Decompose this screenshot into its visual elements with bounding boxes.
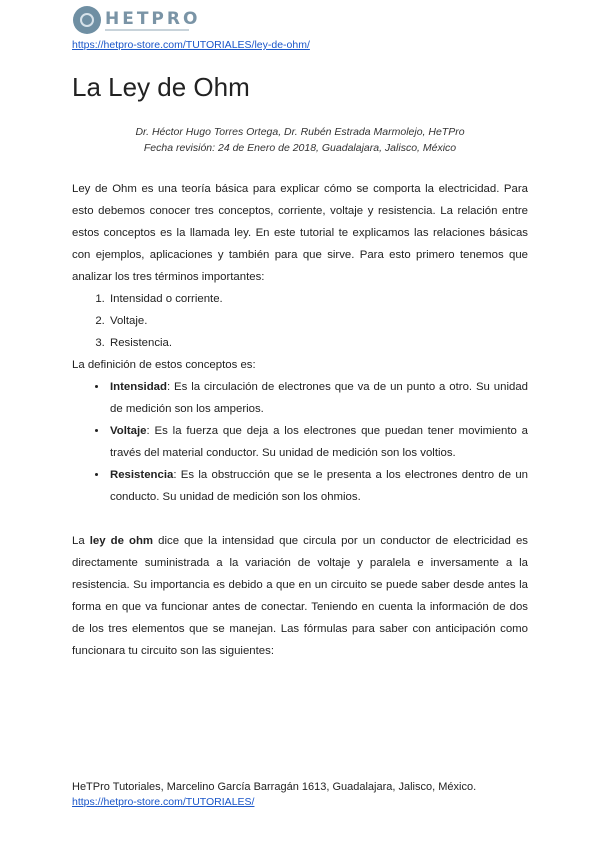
authors-block xyxy=(72,124,528,156)
definition-text: : Es la fuerza que deja a los electrones que puedan tener movimiento a través del material conductor. Su unidad de medición son los voltios. xyxy=(110,425,528,459)
definitions-intro: La definición de estos conceptos es: xyxy=(72,359,256,371)
globe-icon xyxy=(73,6,101,34)
page-footer xyxy=(72,780,476,810)
definition-item xyxy=(108,420,528,464)
term-item: 3. Resistencia. xyxy=(108,332,528,354)
definition-item xyxy=(108,376,528,420)
logo-underline xyxy=(105,29,189,31)
term-item: 1. Intensidad o corriente. xyxy=(108,288,528,310)
ohm-law-paragraph xyxy=(72,530,528,662)
definition-term: Resistencia xyxy=(110,469,174,481)
footer-url-link[interactable]: https://hetpro-store.com/TUTORIALES/ xyxy=(72,796,255,808)
intro-paragraph: Ley de Ohm es una teoría básica para explicar cómo se comporta la electricidad. Para esto debemos conocer tres conceptos, corriente, voltaje y resistencia. La relación entre estos conceptos es la llamada ley. En este tutorial te explicamos las relaciones básicas con ejemplos, aplicaciones y también para que sirve. Para esto primero tenemos que analizar los tres términos importantes: xyxy=(72,183,528,283)
footer-address: HeTPro Tutoriales, Marcelino García Barragán 1613, Guadalajara, Jalisco, México. xyxy=(72,781,477,793)
authors-line: Dr. Héctor Hugo Torres Ortega, Dr. Rubén Estrada Marmolejo, HeTPro xyxy=(135,126,465,138)
header-url-link[interactable]: https://hetpro-store.com/TUTORIALES/ley-de-ohm/ xyxy=(72,39,310,51)
logo-text xyxy=(105,10,200,31)
law-prefix: La xyxy=(72,535,90,547)
terms-list xyxy=(72,288,528,354)
definitions-list xyxy=(72,376,528,508)
definition-term: Intensidad xyxy=(110,381,167,393)
law-text: dice que la intensidad que circula por un conductor de electricidad es directamente suministrada a la variación de voltaje y paralela e inversamente a la resistencia. Su importancia es debido a que en un circuito se puede saber desde antes la forma en que va funcionar antes de conectar. Teniendo en cuenta la información de dos de los tres elementos que se manejan. Las fórmulas para saber con anticipación como funcionara tu circuito son las siguientes: xyxy=(72,535,528,657)
logo xyxy=(73,6,200,34)
document-body xyxy=(72,178,528,662)
term-item: 2. Voltaje. xyxy=(108,310,528,332)
definition-text: : Es la obstrucción que se le presenta a los electrones dentro de un conducto. Su unidad de medición son los ohmios. xyxy=(110,469,528,503)
logo-wordmark: HETPRO xyxy=(105,8,201,29)
definition-term: Voltaje xyxy=(110,425,147,437)
definition-item xyxy=(108,464,528,508)
revision-date-line: Fecha revisión: 24 de Enero de 2018, Guadalajara, Jalisco, México xyxy=(143,142,457,154)
law-bold-term: ley de ohm xyxy=(89,535,154,547)
page-title: La Ley de Ohm xyxy=(72,72,250,102)
definition-text: : Es la circulación de electrones que va de un punto a otro. Su unidad de medición son los amperios. xyxy=(110,381,528,415)
